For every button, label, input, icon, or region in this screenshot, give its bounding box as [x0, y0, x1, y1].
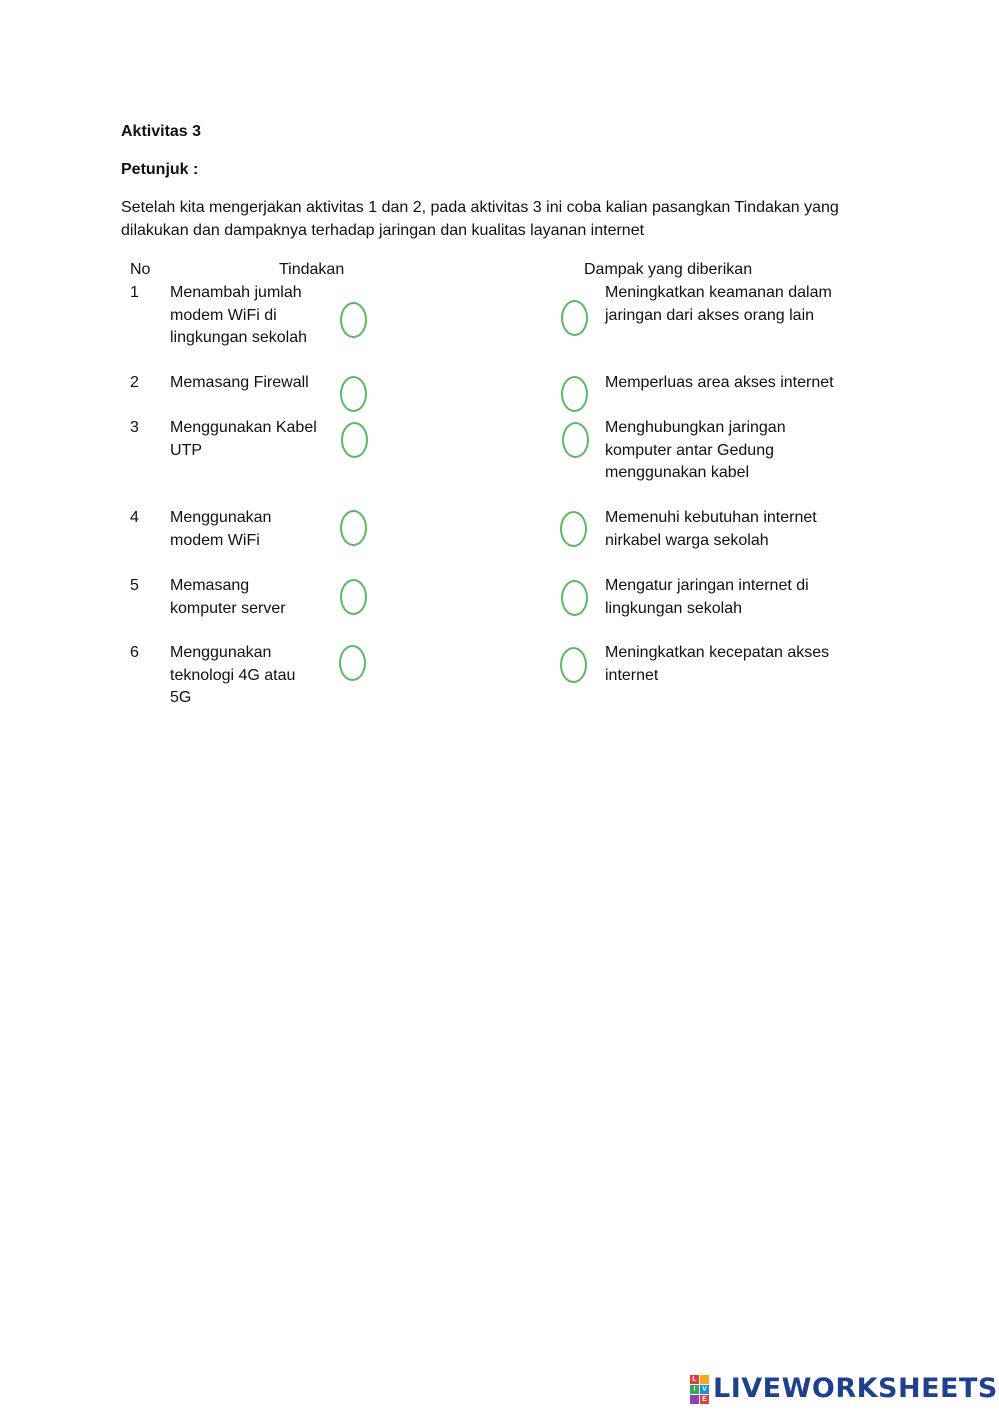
impact-text: Menghubungkan jaringan komputer antar Gedung menggunakan kabel	[605, 419, 786, 481]
impact-match-point-4[interactable]	[560, 511, 587, 547]
impact-text: Meningkatkan keamanan dalam jaringan dari akses orang lain	[605, 284, 832, 324]
row-number: 6	[130, 644, 139, 661]
action-match-point-5[interactable]	[340, 579, 367, 615]
impact-match-point-2[interactable]	[561, 376, 588, 412]
row-number: 5	[130, 577, 139, 594]
action-text: Menambah jumlah modem WiFi di lingkungan sekolah	[170, 284, 307, 346]
header-action: Tindakan	[279, 261, 345, 278]
row-number: 3	[130, 419, 139, 436]
impact-text: Memperluas area akses internet	[605, 374, 834, 391]
logo-blocks-icon: L I V E	[690, 1375, 709, 1404]
action-match-point-2[interactable]	[340, 376, 367, 412]
impact-match-point-6[interactable]	[560, 647, 587, 683]
instruction-label: Petunjuk :	[121, 161, 199, 178]
header-impact: Dampak yang diberikan	[584, 261, 753, 278]
activity-title: Aktivitas 3	[121, 123, 202, 140]
impact-match-point-3[interactable]	[562, 422, 589, 458]
impact-text: Meningkatkan kecepatan akses internet	[605, 644, 830, 684]
header-no: No	[130, 261, 151, 278]
action-match-point-1[interactable]	[340, 302, 367, 338]
row-number: 4	[130, 509, 139, 526]
logo-text: LIVEWORKSHEETS	[713, 1372, 998, 1404]
impact-match-point-1[interactable]	[561, 300, 588, 336]
instruction-text: Setelah kita mengerjakan aktivitas 1 dan 2, pada aktivitas 3 ini coba kalian pasangkan Tindakan yang dilakukan dan dampaknya terhadap jaringan dan kualitas layanan internet	[121, 199, 839, 239]
action-text: Menggunakan Kabel UTP	[170, 419, 317, 459]
action-text: Memasang komputer server	[170, 577, 286, 617]
action-match-point-4[interactable]	[340, 510, 367, 546]
action-text: Memasang Firewall	[170, 374, 309, 391]
impact-match-point-5[interactable]	[561, 580, 588, 616]
row-number: 2	[130, 374, 139, 391]
action-text: Menggunakan teknologi 4G atau 5G	[170, 644, 296, 706]
liveworksheets-logo	[690, 1374, 998, 1404]
impact-text: Memenuhi kebutuhan internet nirkabel warga sekolah	[605, 509, 817, 549]
action-match-point-6[interactable]	[339, 645, 366, 681]
impact-text: Mengatur jaringan internet di lingkungan sekolah	[605, 577, 809, 617]
row-number: 1	[130, 284, 139, 301]
action-match-point-3[interactable]	[341, 422, 368, 458]
action-text: Menggunakan modem WiFi	[170, 509, 272, 549]
